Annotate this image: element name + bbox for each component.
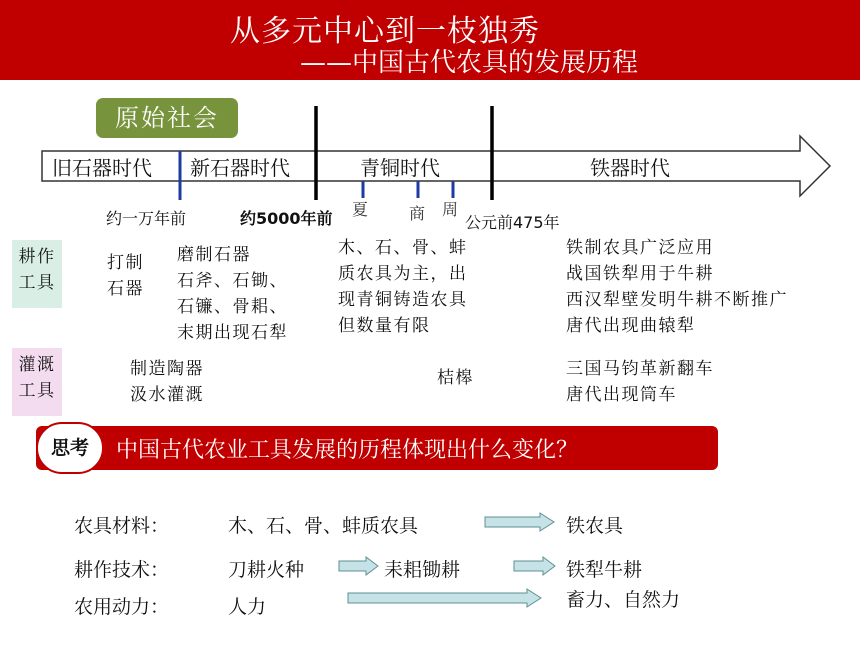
era-iron: 铁器时代: [590, 156, 670, 180]
date-475bc: 公元前475年: [465, 213, 560, 232]
think-question: 中国古代农业工具发展的历程体现出什么变化？: [116, 438, 579, 463]
page-title: 从多元中心到一枝独秀: [230, 14, 540, 49]
summary-material-label: 农具材料：: [74, 515, 170, 537]
summary-technique-label: 耕作技术：: [74, 559, 170, 581]
era-badge: 原始社会: [96, 98, 238, 138]
material-arrow-icon: [484, 512, 556, 532]
technique-arrow1-icon: [338, 556, 380, 576]
dynasty-xia: 夏: [352, 200, 369, 219]
summary-power-label: 农用动力：: [74, 596, 170, 618]
farming-paleolithic: 打制 石器: [107, 253, 144, 299]
summary-technique-step2: 耒耜锄耕: [384, 559, 461, 581]
dynasty-zhou: 周: [442, 200, 459, 219]
summary-power-from: 人力: [228, 596, 267, 618]
date-10000: 约一万年前: [106, 209, 187, 228]
farming-neolithic: 磨制石器 石斧、石锄、 石镰、骨耜、 末期出现石犁: [177, 245, 288, 343]
summary-power-to: 畜力、自然力: [566, 589, 681, 611]
farming-iron: 铁制农具广泛应用 战国铁犁用于牛耕 西汉犁壁发明牛耕不断推广 唐代出现曲辕犁: [566, 238, 788, 336]
power-arrow-icon: [347, 588, 543, 608]
think-badge: 思考: [36, 422, 104, 474]
irrigation-neolithic: 制造陶器 汲水灌溉: [130, 359, 204, 405]
summary-technique-step1: 刀耕火种: [228, 559, 305, 581]
era-bronze: 青铜时代: [360, 156, 440, 180]
irrigation-bronze: 桔槔: [437, 368, 474, 388]
irrigation-iron: 三国马钧革新翻车 唐代出现筒车: [566, 359, 714, 405]
row-label-irrigation: 灌溉 工具: [12, 348, 62, 416]
farming-bronze: 木、石、骨、蚌 质农具为主，出 现青铜铸造农具 但数量有限: [338, 238, 468, 336]
dynasty-shang: 商: [409, 204, 426, 223]
summary-material-from: 木、石、骨、蚌质农具: [228, 515, 419, 537]
date-5000: 约5000年前: [240, 209, 333, 228]
row-label-farming: 耕作 工具: [12, 240, 62, 308]
summary-technique-step3: 铁犁牛耕: [566, 559, 643, 581]
era-neolithic: 新石器时代: [190, 156, 290, 180]
summary-material-to: 铁农具: [566, 515, 624, 537]
technique-arrow2-icon: [513, 556, 557, 576]
page-subtitle: ——中国古代农具的发展历程: [300, 48, 639, 78]
era-paleolithic: 旧石器时代: [52, 156, 152, 180]
